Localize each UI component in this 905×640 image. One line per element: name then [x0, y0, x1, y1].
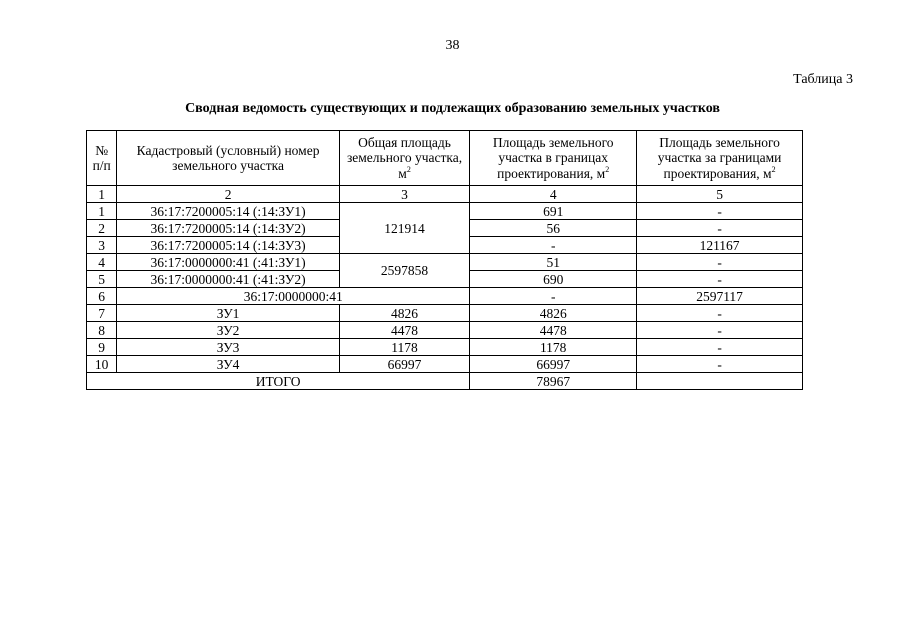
row-area-inside: -	[470, 288, 637, 305]
row-area-inside: 1178	[470, 339, 637, 356]
table-label: Таблица 3	[793, 72, 853, 87]
row-cadastral: ЗУ4	[117, 356, 339, 373]
table-row	[87, 339, 803, 356]
row-cadastral: 36:17:7200005:14 (:14:ЗУ1)	[117, 203, 339, 220]
header-num: № п/п	[87, 131, 117, 186]
table-row	[87, 322, 803, 339]
row-cadastral: 36:17:0000000:41	[117, 288, 470, 305]
column-number: 4	[470, 186, 637, 203]
row-area-inside: 4478	[470, 322, 637, 339]
column-number-row	[87, 186, 803, 203]
row-area-inside: 4826	[470, 305, 637, 322]
row-num: 8	[87, 322, 117, 339]
row-cadastral: 36:17:0000000:41 (:41:ЗУ1)	[117, 254, 339, 271]
total-row	[87, 373, 803, 390]
row-area-outside: -	[637, 203, 803, 220]
header-cadastral: Кадастровый (условный) номер земельного участка	[117, 131, 339, 186]
row-num: 9	[87, 339, 117, 356]
column-number: 2	[117, 186, 339, 203]
merged-total-area: 121914	[339, 203, 469, 254]
table-row	[87, 305, 803, 322]
row-num: 6	[87, 288, 117, 305]
row-area-outside: -	[637, 220, 803, 237]
row-area-outside: 121167	[637, 237, 803, 254]
row-total-area: 66997	[339, 356, 469, 373]
land-plots-summary-table	[86, 130, 803, 390]
row-area-inside: 691	[470, 203, 637, 220]
row-total-area: 4826	[339, 305, 469, 322]
column-number: 5	[637, 186, 803, 203]
row-cadastral: 36:17:7200005:14 (:14:ЗУ2)	[117, 220, 339, 237]
row-cadastral: 36:17:7200005:14 (:14:ЗУ3)	[117, 237, 339, 254]
row-cadastral: ЗУ3	[117, 339, 339, 356]
header-area-inside: Площадь земельного участка в границах проектирования, $м^2$	[470, 131, 637, 186]
document-title: Сводная ведомость существующих и подлежащих образованию земельных участков	[185, 101, 720, 116]
total-area-inside: 78967	[470, 373, 637, 390]
row-num: 1	[87, 203, 117, 220]
row-area-inside: 690	[470, 271, 637, 288]
row-area-outside: -	[637, 305, 803, 322]
unit-superscript: 2	[406, 164, 411, 174]
row-num: 3	[87, 237, 117, 254]
row-cadastral: ЗУ1	[117, 305, 339, 322]
table-row	[87, 356, 803, 373]
total-area-outside	[637, 373, 803, 390]
total-label: ИТОГО	[87, 373, 470, 390]
row-num: 5	[87, 271, 117, 288]
row-total-area: 1178	[339, 339, 469, 356]
row-area-inside: 66997	[470, 356, 637, 373]
row-area-outside: -	[637, 339, 803, 356]
row-cadastral: 36:17:0000000:41 (:41:ЗУ2)	[117, 271, 339, 288]
table-header-row	[87, 131, 803, 186]
table-row	[87, 203, 803, 220]
row-cadastral: ЗУ2	[117, 322, 339, 339]
page-number: 38	[445, 38, 460, 53]
row-area-inside: 51	[470, 254, 637, 271]
row-num: 2	[87, 220, 117, 237]
row-num: 4	[87, 254, 117, 271]
row-area-outside: 2597117	[637, 288, 803, 305]
table-row	[87, 288, 803, 305]
column-number: 1	[87, 186, 117, 203]
table-row	[87, 254, 803, 271]
row-num: 10	[87, 356, 117, 373]
row-total-area: 4478	[339, 322, 469, 339]
row-area-outside: -	[637, 356, 803, 373]
row-area-inside: -	[470, 237, 637, 254]
column-number: 3	[339, 186, 469, 203]
row-area-outside: -	[637, 322, 803, 339]
row-num: 7	[87, 305, 117, 322]
header-total-area: Общая площадь земельного участка, $м^2$	[339, 131, 469, 186]
row-area-outside: -	[637, 254, 803, 271]
unit-superscript: 2	[605, 164, 610, 174]
row-area-outside: -	[637, 271, 803, 288]
row-area-inside: 56	[470, 220, 637, 237]
unit-superscript: 2	[771, 164, 776, 174]
header-area-outside: Площадь земельного участка за границами проектирования, $м^2$	[637, 131, 803, 186]
merged-total-area: 2597858	[339, 254, 469, 288]
